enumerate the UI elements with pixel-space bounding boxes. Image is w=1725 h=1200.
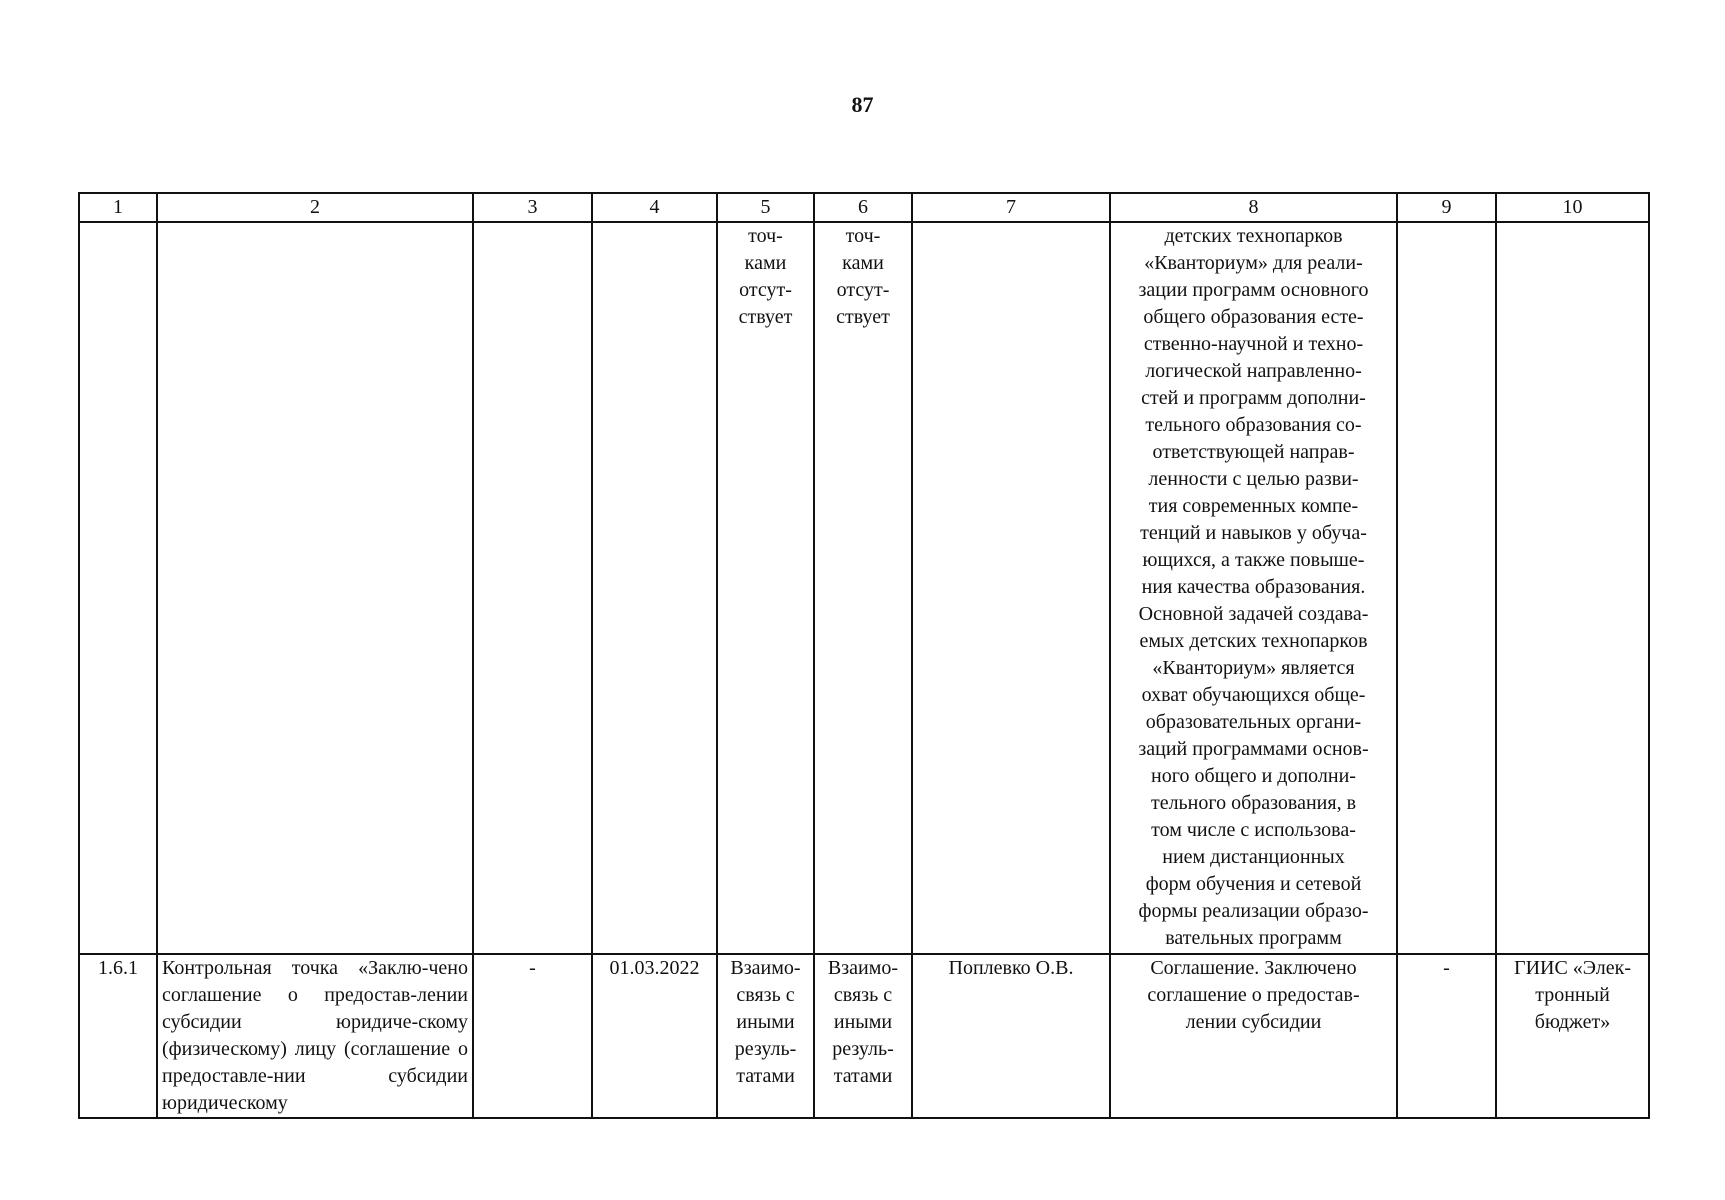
header-cell: 1 — [79, 193, 157, 222]
table-row-continued — [79, 222, 1649, 954]
empty-cell — [912, 222, 1110, 954]
cell-responsible: Поплевко О.В. — [912, 954, 1110, 1118]
header-cell: 5 — [717, 193, 814, 222]
header-cell: 7 — [912, 193, 1110, 222]
table-row-1-6-1 — [79, 954, 1649, 1118]
cell-col5: Взаимо- связь с иными резуль- татами — [717, 954, 814, 1118]
empty-cell — [79, 222, 157, 954]
header-cell: 3 — [473, 193, 592, 222]
cell-col8-description: детских технопарков «Кванториум» для реали- зации программ основного общего образования есте- ственно-научной и техно- логической направленно- стей и программ дополни- тельного образования со- ответствующей направ- ленности с целью разви- тия современных компе- тенций и навыков у обуча- ющихся, а также повыше- ния качества образования. Основной задачей создава- емых детских технопарков «Кванториум» является охват обучающихся обще- образовательных органи- заций программами основ- ного общего и дополни- тельного образования, в том числе с использова- нием дистанционных форм обучения и сетевой формы реализации образо- вательных программ — [1110, 222, 1397, 954]
table-header-row — [79, 193, 1649, 222]
page-number: 87 — [851, 92, 874, 117]
empty-cell — [157, 222, 473, 954]
cell-date: 01.03.2022 — [592, 954, 717, 1118]
header-cell: 4 — [592, 193, 717, 222]
header-cell: 9 — [1397, 193, 1496, 222]
header-cell: 6 — [814, 193, 912, 222]
header-cell: 10 — [1496, 193, 1649, 222]
cell-col6: точ- ками отсут- ствует — [814, 222, 912, 954]
cell-col9: - — [1397, 954, 1496, 1118]
empty-cell — [1496, 222, 1649, 954]
cell-control-point: Контрольная точка «Заклю-чено соглашение о предостав-лении субсидии юридиче-скому (физическому) лицу (соглашение о предоставле-нии субсидии юридическому — [157, 954, 473, 1118]
data-table — [78, 192, 1650, 1119]
cell-col3: - — [473, 954, 592, 1118]
cell-result: Соглашение. Заключено соглашение о предостав- лении субсидии — [1110, 954, 1397, 1118]
cell-col6: Взаимо- связь с иными резуль- татами — [814, 954, 912, 1118]
header-cell: 2 — [157, 193, 473, 222]
empty-cell — [1397, 222, 1496, 954]
empty-cell — [473, 222, 592, 954]
empty-cell — [592, 222, 717, 954]
header-cell: 8 — [1110, 193, 1397, 222]
cell-number: 1.6.1 — [79, 954, 157, 1118]
cell-system: ГИИС «Элек- тронный бюджет» — [1496, 954, 1649, 1118]
cell-col5: точ- ками отсут- ствует — [717, 222, 814, 954]
